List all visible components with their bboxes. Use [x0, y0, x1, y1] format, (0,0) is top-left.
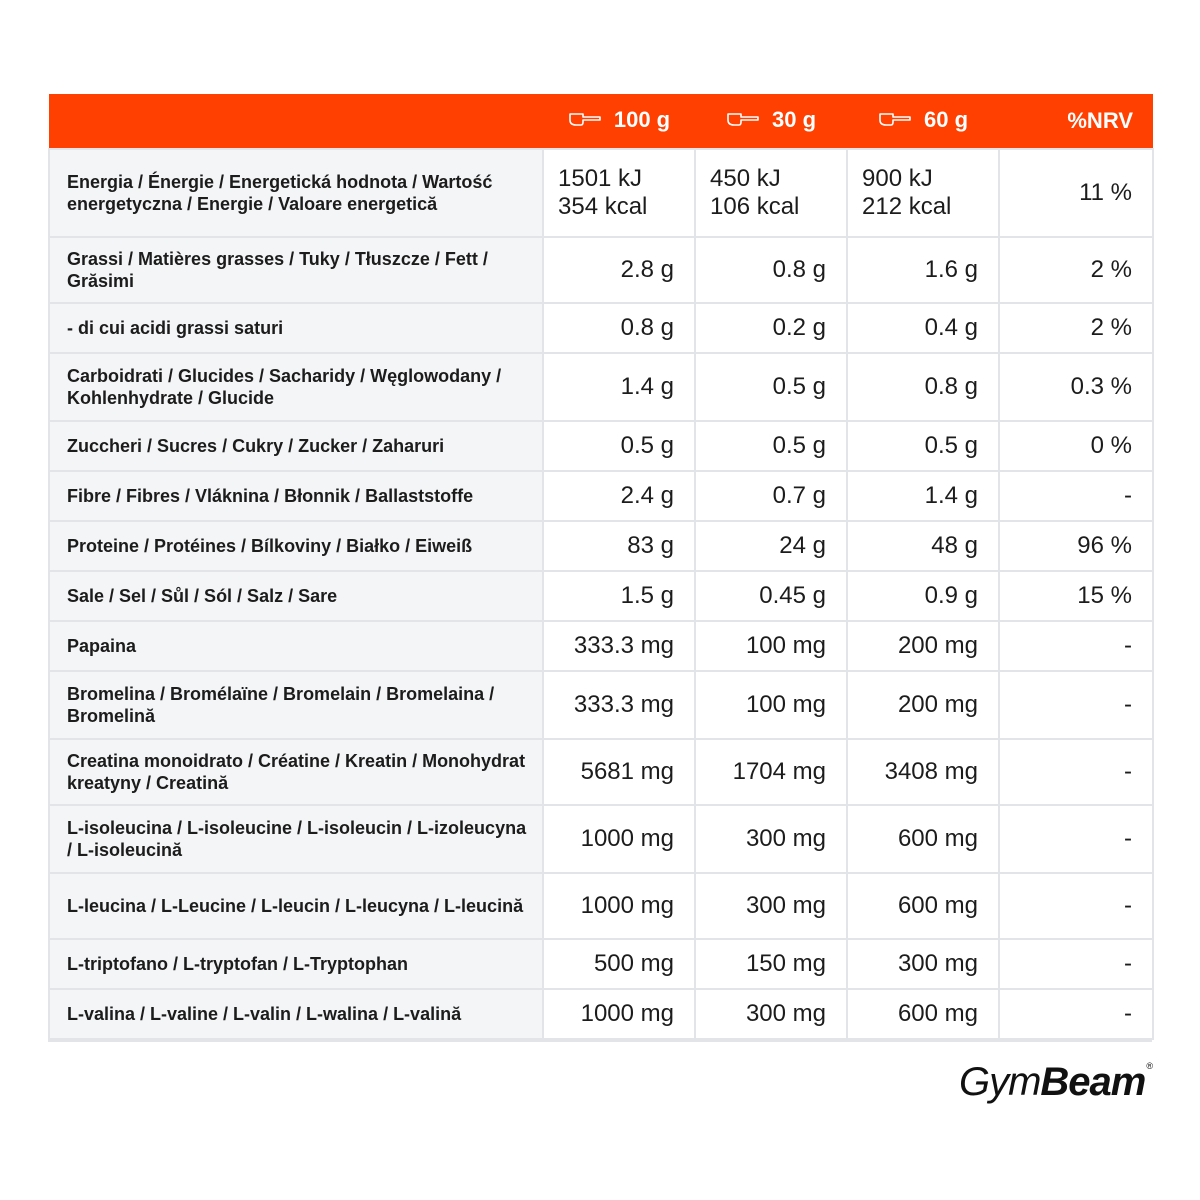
table-row	[49, 939, 1153, 989]
cell-30g: 0.7 g	[695, 471, 847, 521]
logo-text-gym: Gym	[958, 1060, 1041, 1104]
cell-nrv: -	[999, 671, 1153, 739]
row-label: Energia / Énergie / Energetická hodnota / Wartość energetyczna / Energie / Valoare energetică	[49, 149, 543, 237]
table-row	[49, 571, 1153, 621]
registered-mark: ®	[1146, 1061, 1152, 1071]
row-label: Proteine / Protéines / Bílkoviny / Białko / Eiweiß	[49, 521, 543, 571]
row-label: Papaina	[49, 621, 543, 671]
cell-60g: 0.8 g	[847, 353, 999, 421]
cell-30g: 100 mg	[695, 671, 847, 739]
cell-30g: 0.5 g	[695, 353, 847, 421]
table-row	[49, 989, 1153, 1039]
cell-nrv: -	[999, 805, 1153, 873]
cell-60g: 200 mg	[847, 621, 999, 671]
row-label: L-triptofano / L-tryptofan / L-Tryptophan	[49, 939, 543, 989]
cell-nrv: -	[999, 989, 1153, 1039]
row-label: Creatina monoidrato / Créatine / Kreatin / Monohydrat kreatyny / Creatină	[49, 739, 543, 805]
table-header-row	[49, 94, 1153, 149]
cell-60g: 3408 mg	[847, 739, 999, 805]
cell-30g: 300 mg	[695, 805, 847, 873]
row-label: Fibre / Fibres / Vláknina / Błonnik / Ballaststoffe	[49, 471, 543, 521]
cell-100g: 333.3 mg	[543, 671, 695, 739]
cell-30g: 0.5 g	[695, 421, 847, 471]
value-kj: 450 kJ	[710, 165, 781, 192]
table-row	[49, 521, 1153, 571]
cell-60g: 48 g	[847, 521, 999, 571]
value-kj: 1501 kJ	[558, 165, 643, 192]
cell-100g: 0.8 g	[543, 303, 695, 353]
cell-100g: 2.8 g	[543, 237, 695, 303]
cell-nrv: -	[999, 739, 1153, 805]
cell-100g	[543, 149, 695, 237]
cell-60g: 0.5 g	[847, 421, 999, 471]
table-row	[49, 421, 1153, 471]
cell-30g: 0.45 g	[695, 571, 847, 621]
cell-nrv: -	[999, 621, 1153, 671]
cell-100g: 1000 mg	[543, 989, 695, 1039]
cell-100g: 500 mg	[543, 939, 695, 989]
cell-30g: 24 g	[695, 521, 847, 571]
row-label: Sale / Sel / Sůl / Sól / Salz / Sare	[49, 571, 543, 621]
cell-60g: 600 mg	[847, 805, 999, 873]
cell-100g: 2.4 g	[543, 471, 695, 521]
nutrition-table-container	[48, 94, 1152, 1042]
row-label: - di cui acidi grassi saturi	[49, 303, 543, 353]
scoop-icon	[878, 107, 912, 133]
header-empty-cell	[49, 94, 543, 149]
value-kcal: 354 kcal	[558, 193, 648, 220]
cell-nrv: -	[999, 939, 1153, 989]
header-100g-label: 100 g	[613, 107, 671, 133]
header-30g-label: 30 g	[771, 107, 817, 133]
cell-nrv: 96 %	[999, 521, 1153, 571]
cell-60g	[847, 149, 999, 237]
cell-100g: 0.5 g	[543, 421, 695, 471]
nutrition-table	[48, 94, 1154, 1040]
cell-100g: 1.5 g	[543, 571, 695, 621]
cell-100g: 1000 mg	[543, 805, 695, 873]
cell-60g: 0.4 g	[847, 303, 999, 353]
cell-60g: 200 mg	[847, 671, 999, 739]
cell-60g: 0.9 g	[847, 571, 999, 621]
header-nrv: %NRV	[999, 94, 1153, 149]
table-row	[49, 805, 1153, 873]
cell-nrv: 0 %	[999, 421, 1153, 471]
table-bottom-divider	[48, 1040, 1152, 1042]
cell-60g: 1.6 g	[847, 237, 999, 303]
cell-60g: 1.4 g	[847, 471, 999, 521]
cell-30g: 0.8 g	[695, 237, 847, 303]
cell-30g: 150 mg	[695, 939, 847, 989]
cell-nrv: 15 %	[999, 571, 1153, 621]
cell-30g: 1704 mg	[695, 739, 847, 805]
cell-nrv: 11 %	[999, 149, 1153, 237]
cell-nrv: 0.3 %	[999, 353, 1153, 421]
value-kcal: 106 kcal	[710, 193, 800, 220]
table-row	[49, 471, 1153, 521]
cell-60g: 300 mg	[847, 939, 999, 989]
row-label: L-isoleucina / L-isoleucine / L-isoleucin / L-izoleucyna / L-isoleucină	[49, 805, 543, 873]
scoop-icon	[568, 107, 602, 133]
header-100g	[543, 94, 695, 149]
table-row	[49, 303, 1153, 353]
cell-100g: 5681 mg	[543, 739, 695, 805]
cell-100g: 1000 mg	[543, 873, 695, 939]
row-label: Bromelina / Bromélaïne / Bromelain / Bromelaina / Bromelină	[49, 671, 543, 739]
cell-nrv: -	[999, 873, 1153, 939]
row-label: Zuccheri / Sucres / Cukry / Zucker / Zaharuri	[49, 421, 543, 471]
cell-100g: 1.4 g	[543, 353, 695, 421]
value-kj: 900 kJ	[862, 165, 933, 192]
row-label: L-valina / L-valine / L-valin / L-walina / L-valină	[49, 989, 543, 1039]
cell-30g: 300 mg	[695, 873, 847, 939]
cell-nrv: 2 %	[999, 237, 1153, 303]
table-row-energy	[49, 149, 1153, 237]
table-row	[49, 353, 1153, 421]
cell-30g: 100 mg	[695, 621, 847, 671]
cell-nrv: -	[999, 471, 1153, 521]
table-row	[49, 671, 1153, 739]
scoop-icon	[726, 107, 760, 133]
row-label: Carboidrati / Glucides / Sacharidy / Węglowodany / Kohlenhydrate / Glucide	[49, 353, 543, 421]
header-60g-label: 60 g	[923, 107, 969, 133]
logo-text-beam: Beam	[1040, 1060, 1146, 1104]
row-label: L-leucina / L-Leucine / L-leucin / L-leucyna / L-leucină	[49, 873, 543, 939]
header-60g	[847, 94, 999, 149]
cell-60g: 600 mg	[847, 989, 999, 1039]
table-row	[49, 621, 1153, 671]
cell-30g: 0.2 g	[695, 303, 847, 353]
table-row	[49, 739, 1153, 805]
header-30g	[695, 94, 847, 149]
value-kcal: 212 kcal	[862, 193, 952, 220]
cell-nrv: 2 %	[999, 303, 1153, 353]
cell-100g: 333.3 mg	[543, 621, 695, 671]
table-row	[49, 237, 1153, 303]
cell-60g: 600 mg	[847, 873, 999, 939]
cell-30g	[695, 149, 847, 237]
cell-100g: 83 g	[543, 521, 695, 571]
table-row	[49, 873, 1153, 939]
cell-30g: 300 mg	[695, 989, 847, 1039]
gymbeam-logo	[959, 1060, 1152, 1105]
row-label: Grassi / Matières grasses / Tuky / Tłuszcze / Fett / Grăsimi	[49, 237, 543, 303]
